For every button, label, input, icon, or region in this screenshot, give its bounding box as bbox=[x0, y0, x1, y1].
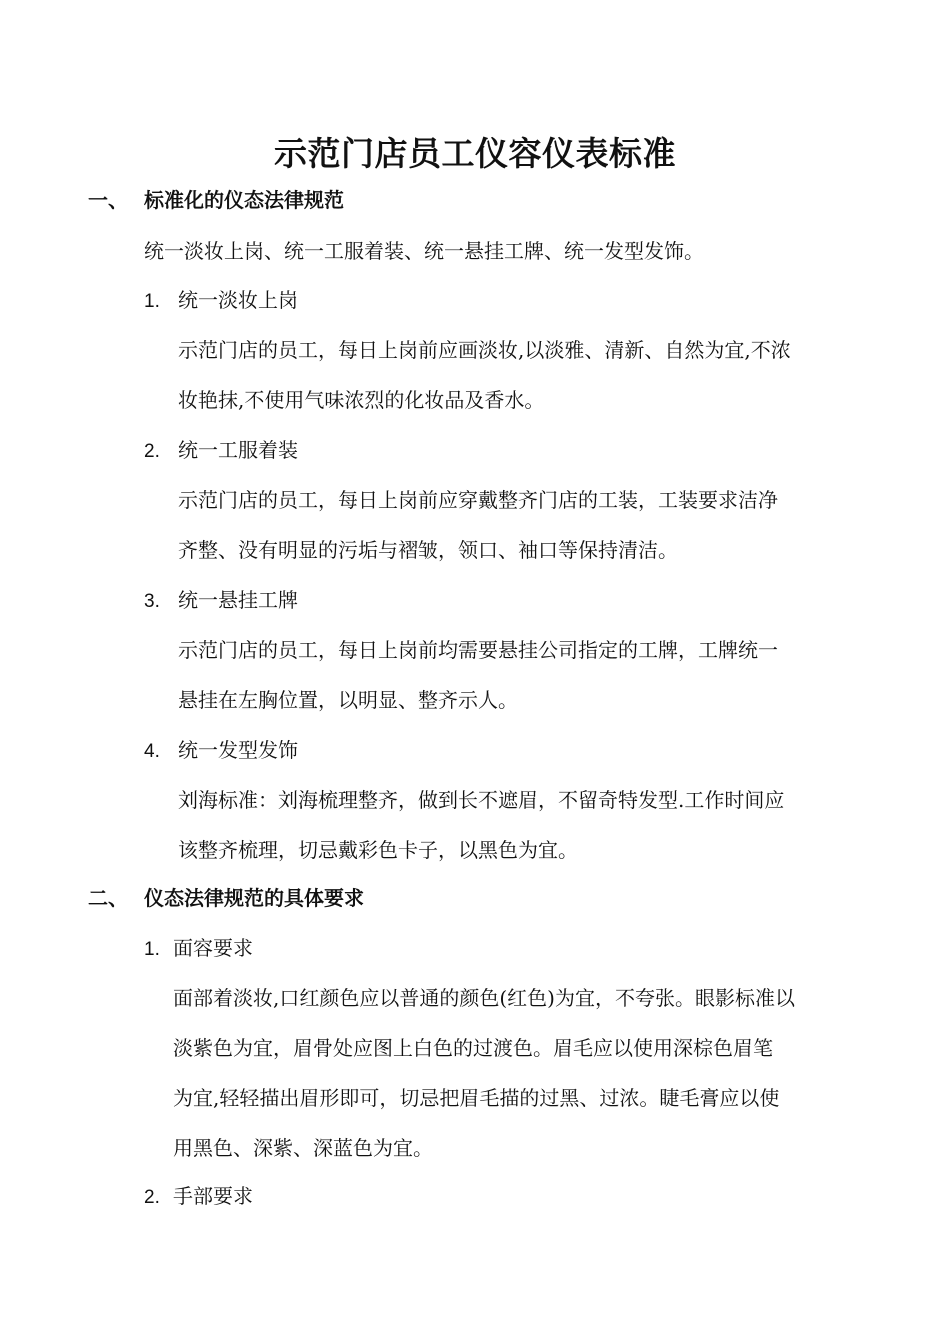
list-item-title bbox=[144, 285, 298, 315]
list-item-number: 4. bbox=[144, 741, 160, 762]
paragraph-line: 用黑色、深紫、深蓝色为宜。 bbox=[173, 1136, 433, 1160]
paragraph-line: 齐整、没有明显的污垢与褶皱，领口、袖口等保持清洁。 bbox=[178, 538, 678, 562]
paragraph-line: 该整齐梳理，切忌戴彩色卡子，以黑色为宜。 bbox=[178, 838, 578, 862]
paragraph-line: 淡紫色为宜，眉骨处应图上白色的过渡色。眉毛应以使用深棕色眉笔 bbox=[173, 1036, 773, 1060]
section-intro: 统一淡妆上岗、统一工服着装、统一悬挂工牌、统一发型发饰。 bbox=[144, 239, 704, 263]
paragraph-line: 悬挂在左胸位置，以明显、整齐示人。 bbox=[178, 688, 518, 712]
paragraph-line: 面部着淡妆,口红颜色应以普通的颜色(红色)为宜，不夸张。眼影标准以 bbox=[173, 986, 795, 1010]
list-item-title bbox=[144, 435, 298, 465]
list-item-title bbox=[144, 585, 298, 615]
section-number: 一、 bbox=[88, 188, 128, 212]
list-item-label: 面容要求 bbox=[173, 936, 253, 960]
paragraph-line: 示范门店的员工，每日上岗前均需要悬挂公司指定的工牌，工牌统一 bbox=[178, 638, 778, 662]
paragraph-line: 刘海标准：刘海梳理整齐，做到长不遮眉，不留奇特发型.工作时间应 bbox=[178, 788, 785, 812]
list-item-title bbox=[144, 1181, 253, 1211]
list-item-number: 2. bbox=[144, 1187, 160, 1208]
list-item-number: 3. bbox=[144, 591, 160, 612]
paragraph-line: 妆艳抹,不使用气味浓烈的化妆品及香水。 bbox=[178, 388, 545, 412]
list-item-title bbox=[144, 933, 253, 963]
section-heading-1 bbox=[88, 185, 344, 215]
list-item-title bbox=[144, 735, 298, 765]
section-title: 标准化的仪态法律规范 bbox=[144, 188, 344, 212]
section-heading-2 bbox=[88, 883, 364, 913]
paragraph-line: 示范门店的员工，每日上岗前应穿戴整齐门店的工装，工装要求洁净 bbox=[178, 488, 778, 512]
document-title: 示范门店员工仪容仪表标准 bbox=[274, 134, 676, 173]
list-item-number: 1. bbox=[144, 939, 160, 960]
section-number: 二、 bbox=[88, 886, 128, 910]
list-item-label: 统一淡妆上岗 bbox=[178, 288, 298, 312]
paragraph-line: 示范门店的员工，每日上岗前应画淡妆,以淡雅、清新、自然为宜,不浓 bbox=[178, 338, 791, 362]
list-item-number: 2. bbox=[144, 441, 160, 462]
list-item-label: 手部要求 bbox=[173, 1184, 253, 1208]
list-item-label: 统一工服着装 bbox=[178, 438, 298, 462]
list-item-label: 统一发型发饰 bbox=[178, 738, 298, 762]
section-title: 仪态法律规范的具体要求 bbox=[144, 886, 364, 910]
paragraph-line: 为宜,轻轻描出眉形即可，切忌把眉毛描的过黑、过浓。睫毛膏应以使 bbox=[173, 1086, 780, 1110]
list-item-number: 1. bbox=[144, 291, 160, 312]
list-item-label: 统一悬挂工牌 bbox=[178, 588, 298, 612]
